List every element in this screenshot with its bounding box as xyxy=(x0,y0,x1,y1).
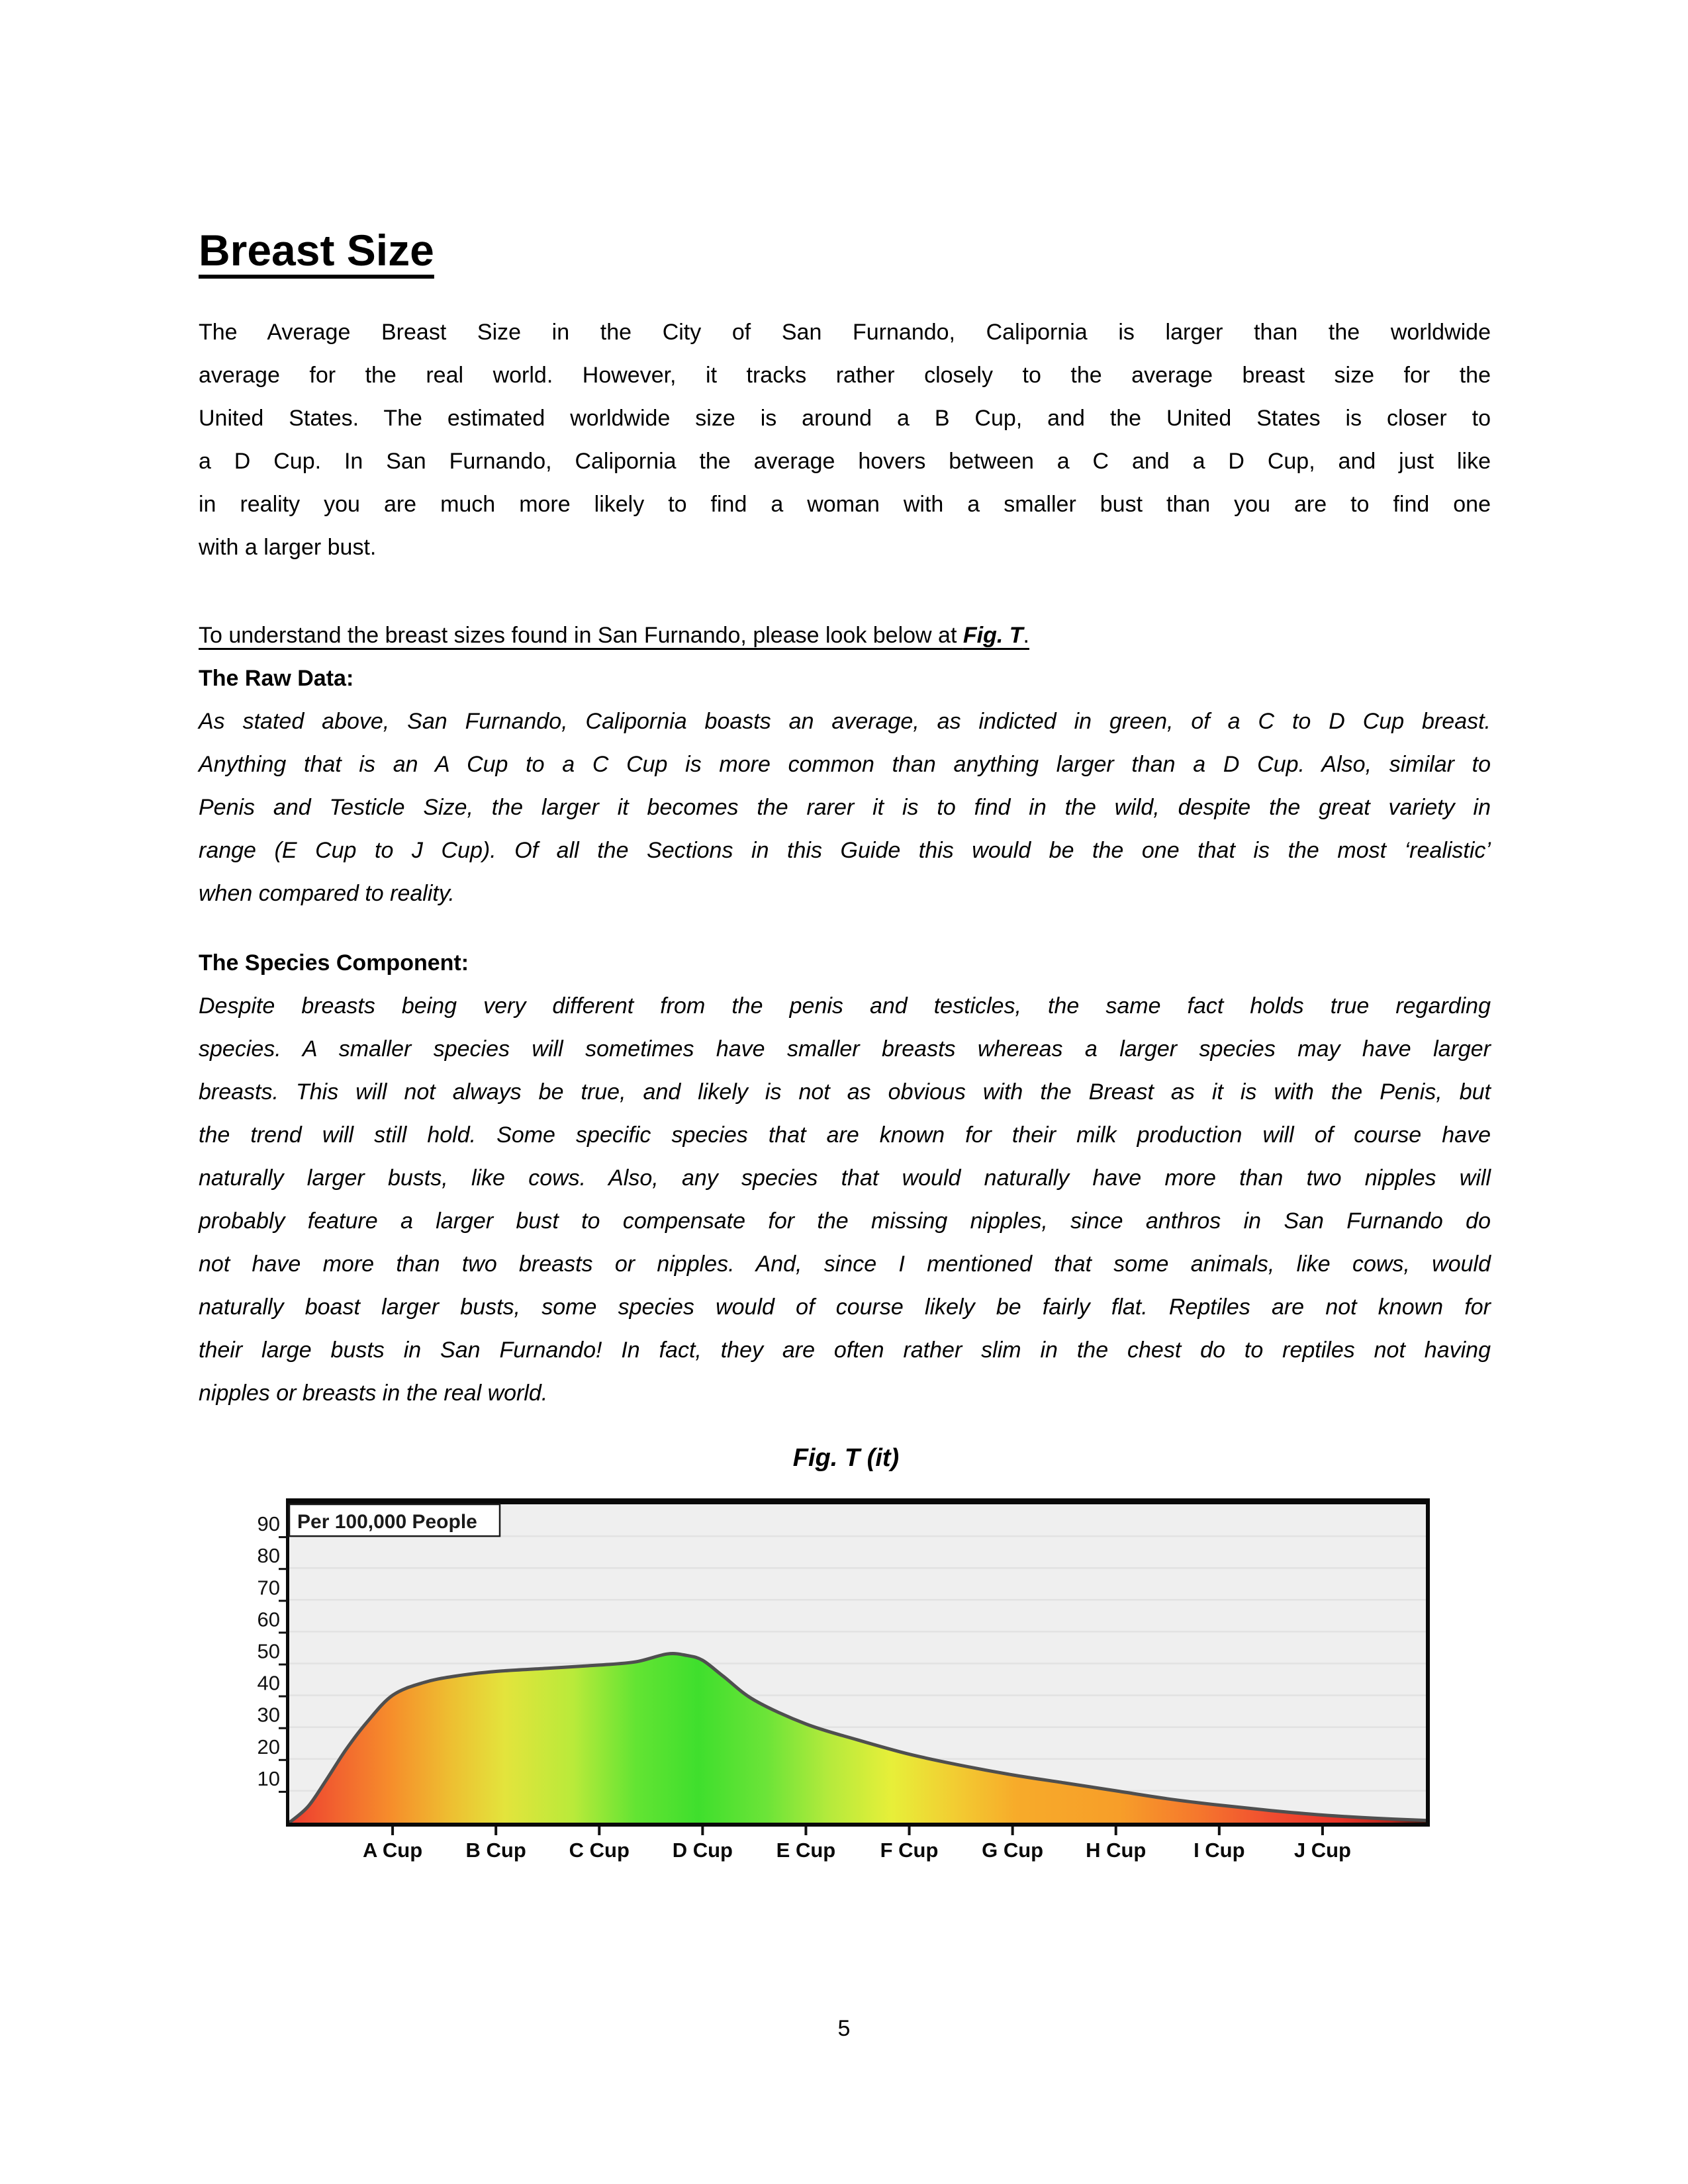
x-axis-tick xyxy=(1218,1827,1221,1835)
x-tick-label: H Cup xyxy=(1086,1839,1147,1862)
y-tick-label: 70 xyxy=(257,1576,280,1600)
x-axis-tick xyxy=(494,1827,497,1835)
x-axis-tick xyxy=(598,1827,600,1835)
text-line: Anything that is an A Cup to a C Cup is more common than anything larger than a D Cup. Also, similar to xyxy=(199,752,1491,777)
plot-border-top xyxy=(286,1498,1430,1504)
y-tick-label: 50 xyxy=(257,1639,280,1663)
x-axis-tick xyxy=(804,1827,807,1835)
text-line: species. A smaller species will sometimes have smaller breasts whereas a larger species may have larger xyxy=(199,1036,1491,1062)
text-line: average for the real world. However, it tracks rather closely to the average breast size for the xyxy=(199,363,1491,388)
y-tick-label: 80 xyxy=(257,1544,280,1568)
chart-container xyxy=(254,1491,1438,1875)
figure-note-suffix: . xyxy=(1023,623,1029,648)
x-tick-label: I Cup xyxy=(1194,1839,1245,1862)
y-tick-label: 20 xyxy=(257,1735,280,1758)
x-axis-tick xyxy=(1115,1827,1117,1835)
x-axis-tick xyxy=(1321,1827,1324,1835)
figure-note-text: To understand the breast sizes found in San Furnando, please look below at xyxy=(199,623,963,648)
figure-reference-note xyxy=(199,614,1029,657)
y-tick-label: 90 xyxy=(257,1512,280,1536)
text-line: naturally larger busts, like cows. Also, any species that would naturally have more than two nipples will xyxy=(199,1165,1491,1191)
x-tick-label: B Cup xyxy=(465,1839,526,1862)
y-axis-tick xyxy=(279,1568,288,1570)
text-line: when compared to reality. xyxy=(199,881,455,906)
distribution-area-chart xyxy=(254,1491,1438,1875)
x-tick-label: C Cup xyxy=(569,1839,630,1862)
y-axis-tick xyxy=(279,1631,288,1633)
text-line: in reality you are much more likely to find a woman with a smaller bust than you are to find one xyxy=(199,492,1491,517)
x-tick-label: D Cup xyxy=(672,1839,733,1862)
page-number: 5 xyxy=(837,2016,851,2041)
text-line: United States. The estimated worldwide size is around a B Cup, and the United States is closer to xyxy=(199,406,1491,431)
raw-data-paragraph xyxy=(199,700,1491,915)
x-axis-tick xyxy=(908,1827,911,1835)
y-axis-tick xyxy=(279,1696,288,1698)
plot-border-left xyxy=(286,1498,289,1827)
chart-title: Fig. T (it) xyxy=(792,1444,900,1472)
figure-note-fig-label: Fig. T xyxy=(962,623,1023,648)
x-axis-tick xyxy=(1011,1827,1014,1835)
text-line: their large busts in San Furnando! In fact, they are often rather slim in the chest do to reptiles not having xyxy=(199,1338,1491,1363)
x-axis-tick xyxy=(701,1827,704,1835)
text-line: As stated above, San Furnando, Calipornia boasts an average, as indicted in green, of a C to D Cup breast. xyxy=(199,709,1491,734)
text-line: range (E Cup to J Cup). Of all the Sections in this Guide this would be the one that is the most ‘realistic’ xyxy=(199,838,1491,863)
y-axis-tick xyxy=(279,1759,288,1761)
text-line: breasts. This will not always be true, and likely is not as obvious with the Breast as it is with the Penis, but xyxy=(199,1079,1491,1105)
intro-paragraph xyxy=(199,311,1491,569)
y-axis-tick xyxy=(279,1791,288,1793)
plot-border-bottom xyxy=(286,1823,1430,1827)
text-line: the trend will still hold. Some specific species that are known for their milk production will of course have xyxy=(199,1122,1491,1148)
x-tick-label: F Cup xyxy=(880,1839,939,1862)
raw-data-heading: The Raw Data: xyxy=(199,666,354,691)
x-tick-label: G Cup xyxy=(982,1839,1044,1862)
text-line: with a larger bust. xyxy=(199,535,377,560)
y-axis-tick xyxy=(279,1536,288,1538)
text-line: probably feature a larger bust to compensate for the missing nipples, since anthros in San Furnando do xyxy=(199,1208,1491,1234)
x-tick-label: J Cup xyxy=(1293,1839,1351,1862)
text-line: naturally boast larger busts, some species would of course likely be fairly flat. Reptiles are not known for xyxy=(199,1295,1491,1320)
text-line: The Average Breast Size in the City of San Furnando, Calipornia is larger than the worldwide xyxy=(199,320,1491,345)
text-line: Despite breasts being very different from the penis and testicles, the same fact holds true regarding xyxy=(199,993,1491,1019)
y-tick-label: 30 xyxy=(257,1703,280,1727)
y-axis-tick xyxy=(279,1600,288,1602)
text-line: nipples or breasts in the real world. xyxy=(199,1381,548,1406)
x-axis-tick xyxy=(391,1827,394,1835)
x-tick-label: E Cup xyxy=(776,1839,836,1862)
species-paragraph xyxy=(199,985,1491,1415)
legend-label: Per 100,000 People xyxy=(297,1511,477,1533)
plot-border-right xyxy=(1426,1498,1430,1827)
page-title: Breast Size xyxy=(199,226,434,275)
text-line: Penis and Testicle Size, the larger it becomes the rarer it is to find in the wild, despite the great variety in xyxy=(199,795,1491,820)
text-line: a D Cup. In San Furnando, Calipornia the average hovers between a C and a D Cup, and just like xyxy=(199,449,1491,474)
y-axis-tick xyxy=(279,1727,288,1729)
y-tick-label: 60 xyxy=(257,1608,280,1631)
species-component-heading: The Species Component: xyxy=(199,950,469,976)
y-tick-label: 40 xyxy=(257,1671,280,1695)
y-axis-tick xyxy=(279,1664,288,1666)
y-tick-label: 10 xyxy=(257,1766,280,1790)
x-tick-label: A Cup xyxy=(363,1839,423,1862)
text-line: not have more than two breasts or nipples. And, since I mentioned that some animals, like cows, would xyxy=(199,1251,1491,1277)
